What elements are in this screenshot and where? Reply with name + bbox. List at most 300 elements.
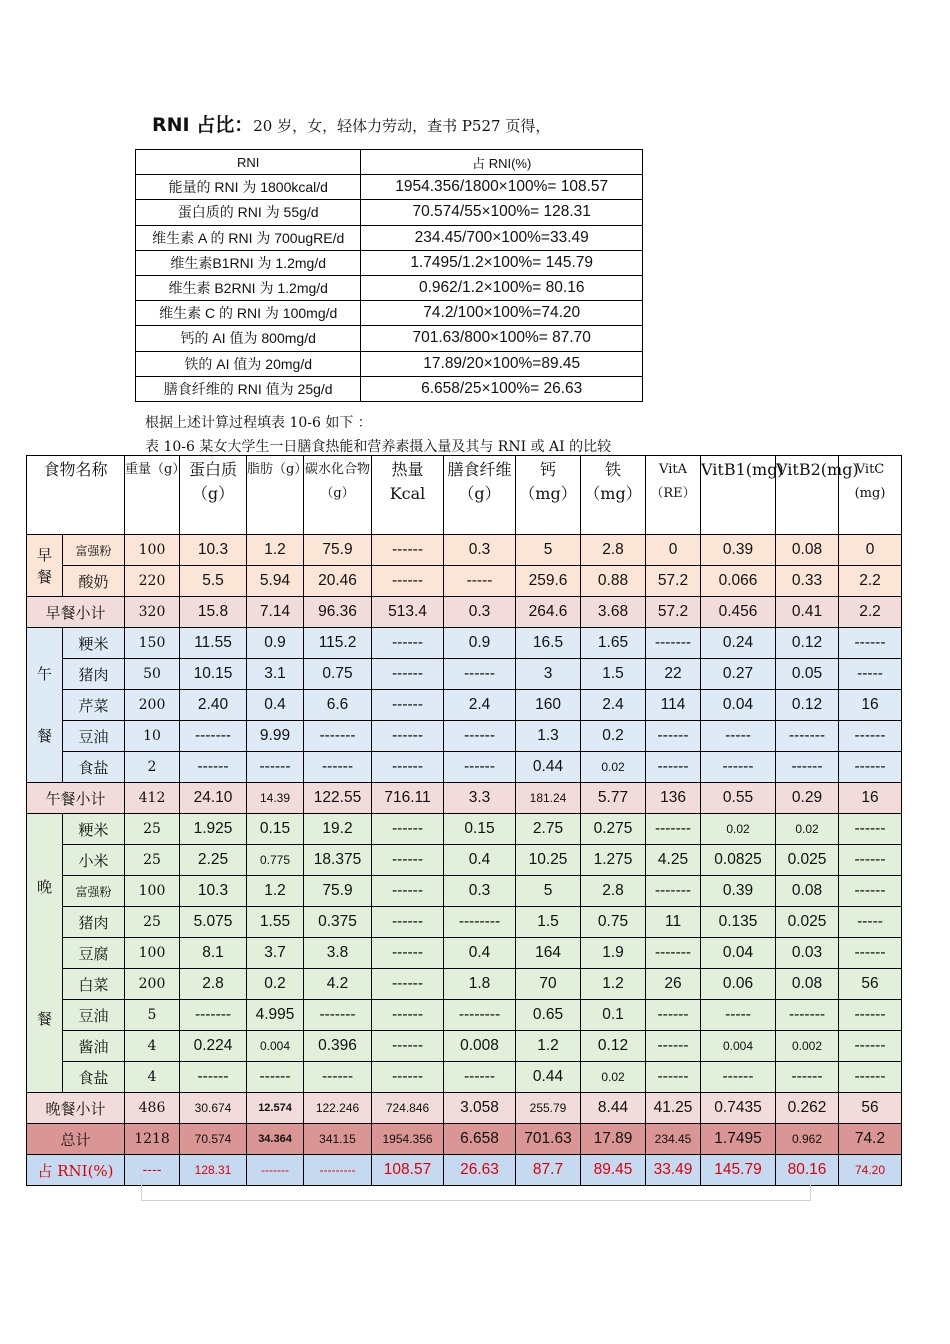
table-cell: 14.39	[247, 783, 304, 814]
table-cell: ------	[372, 566, 444, 597]
table-cell: 234.45	[646, 1124, 701, 1155]
rni-row	[136, 200, 643, 225]
table-row	[27, 721, 902, 752]
table-cell: ------	[444, 752, 516, 783]
table-cell: 30.674	[180, 1093, 247, 1124]
table-cell: 70.574/55×100%= 128.31	[361, 200, 643, 225]
table-cell: 3.1	[247, 659, 304, 690]
table-cell: 芹菜	[63, 690, 125, 721]
table-cell: 6.658/25×100%= 26.63	[361, 376, 643, 401]
table-cell: 150	[125, 628, 180, 659]
table-cell: 264.6	[516, 597, 581, 628]
table-cell: 膳食纤维的 RNI 值为 25g/d	[136, 376, 361, 401]
rni-table	[135, 149, 643, 402]
table-cell: 0.4	[247, 690, 304, 721]
table-cell: 5	[516, 535, 581, 566]
table-cell: ------	[701, 752, 776, 783]
table-cell: ------	[372, 1031, 444, 1062]
table-cell: 0.02	[776, 814, 839, 845]
table-row	[27, 659, 902, 690]
table-cell: 1.55	[247, 907, 304, 938]
table-cell: -----	[444, 566, 516, 597]
table-cell: 0.1	[581, 1000, 646, 1031]
table-cell: 0.44	[516, 752, 581, 783]
table-cell: 5.5	[180, 566, 247, 597]
table-cell: 总计	[27, 1124, 125, 1155]
table-cell: 0.12	[581, 1031, 646, 1062]
table-cell: 19.2	[304, 814, 372, 845]
table-cell: 0.066	[701, 566, 776, 597]
table-cell: 4	[125, 1062, 180, 1093]
table-cell: 0.775	[247, 845, 304, 876]
table-cell: 0.24	[701, 628, 776, 659]
table-cell: 0.02	[581, 1062, 646, 1093]
table-row	[27, 969, 902, 1000]
table-cell: 3.8	[304, 938, 372, 969]
table-cell: 115.2	[304, 628, 372, 659]
table-cell: ------	[646, 1000, 701, 1031]
table-cell: 0.12	[776, 690, 839, 721]
table-cell: 701.63	[516, 1124, 581, 1155]
table-cell: 维生素 A 的 RNI 为 700ugRE/d	[136, 225, 361, 250]
table-cell: ------	[839, 752, 902, 783]
heading	[152, 110, 550, 137]
nutrition-table	[26, 455, 902, 1186]
table-cell: ------	[372, 1062, 444, 1093]
note-fill-table: 根据上述计算过程填表 10-6 如下 ：	[145, 415, 372, 431]
table-cell: 114	[646, 690, 701, 721]
table-cell: ------	[646, 1031, 701, 1062]
table-cell: 8.1	[180, 938, 247, 969]
table-cell: 4.2	[304, 969, 372, 1000]
table-cell: 0.02	[701, 814, 776, 845]
table-cell: 10	[125, 721, 180, 752]
table-cell: ------	[372, 907, 444, 938]
table-cell: 145.79	[701, 1155, 776, 1186]
table-cell: 56	[839, 969, 902, 1000]
table-cell: 食盐	[63, 1062, 125, 1093]
table-cell: 0.65	[516, 1000, 581, 1031]
table-cell: 0.27	[701, 659, 776, 690]
table-cell: 122.246	[304, 1093, 372, 1124]
table-cell: 3.058	[444, 1093, 516, 1124]
rni-header-row	[136, 150, 643, 175]
table-cell: 255.79	[516, 1093, 581, 1124]
table-cell: 0.02	[581, 752, 646, 783]
table-cell: 粳米	[63, 814, 125, 845]
table-cell: 74.20	[839, 1155, 902, 1186]
table-cell: 100	[125, 876, 180, 907]
lunch-subtotal-row	[27, 783, 902, 814]
table-cell: ------	[304, 1062, 372, 1093]
table-cell: 108.57	[372, 1155, 444, 1186]
table-cell: 蛋白质的 RNI 为 55g/d	[136, 200, 361, 225]
table-cell: 0.41	[776, 597, 839, 628]
table-cell: ------	[372, 1000, 444, 1031]
table-cell: 0.004	[701, 1031, 776, 1062]
table-cell: 70.574	[180, 1124, 247, 1155]
table-cell: 热量 Kcal	[372, 456, 444, 535]
table-cell: 1954.356/1800×100%= 108.57	[361, 175, 643, 200]
table-cell: -------	[304, 1000, 372, 1031]
table-cell: 1.7495/1.2×100%= 145.79	[361, 250, 643, 275]
table-cell: 0.39	[701, 876, 776, 907]
meal-label-dinner: 晚 餐	[27, 814, 63, 1093]
table-cell: 6.658	[444, 1124, 516, 1155]
table-cell: 0.962	[776, 1124, 839, 1155]
table-cell: 能量的 RNI 为 1800kcal/d	[136, 175, 361, 200]
table-cell: 0.004	[247, 1031, 304, 1062]
table-cell: 0.2	[581, 721, 646, 752]
table-cell: 铁的 AI 值为 20mg/d	[136, 351, 361, 376]
table-cell: 100	[125, 938, 180, 969]
rni-row	[136, 326, 643, 351]
table-cell: -----	[701, 1000, 776, 1031]
table-cell: 维生素 C 的 RNI 为 100mg/d	[136, 301, 361, 326]
header-row	[27, 456, 902, 535]
table-cell: 占 RNI(%)	[361, 150, 643, 175]
table-cell: 0	[839, 535, 902, 566]
table-cell: 膳食纤维（g）	[444, 456, 516, 535]
table-cell: 26	[646, 969, 701, 1000]
table-cell: 0.3	[444, 535, 516, 566]
table-cell: 100	[125, 535, 180, 566]
table-cell: 11	[646, 907, 701, 938]
table-cell: 716.11	[372, 783, 444, 814]
table-cell: 8.44	[581, 1093, 646, 1124]
table-cell: 维生素B1RNI 为 1.2mg/d	[136, 250, 361, 275]
table-cell: 1.9	[581, 938, 646, 969]
table-cell: 0	[646, 535, 701, 566]
table-cell: 富强粉	[63, 876, 125, 907]
table-cell: 259.6	[516, 566, 581, 597]
table-cell: 10.15	[180, 659, 247, 690]
table-cell: 0.39	[701, 535, 776, 566]
table-cell: 0.08	[776, 876, 839, 907]
table-cell: ------	[839, 814, 902, 845]
rni-row	[136, 376, 643, 401]
total-row	[27, 1124, 902, 1155]
table-cell: 10.3	[180, 535, 247, 566]
table-cell: ------	[372, 876, 444, 907]
table-cell: 74.2/100×100%=74.20	[361, 301, 643, 326]
table-cell: 701.63/800×100%= 87.70	[361, 326, 643, 351]
table-cell: -----	[701, 721, 776, 752]
meal-label-lunch: 午 餐	[27, 628, 63, 783]
table-cell: 1.8	[444, 969, 516, 1000]
table-cell: 0.025	[776, 907, 839, 938]
table-cell: 25	[125, 845, 180, 876]
table-cell: 0.9	[247, 628, 304, 659]
table-cell: 4	[125, 1031, 180, 1062]
table-cell: 铁（mg）	[581, 456, 646, 535]
table-cell: 0.2	[247, 969, 304, 1000]
table-cell: VitA（RE）	[646, 456, 701, 535]
table-cell: 0.75	[581, 907, 646, 938]
table-cell: ------	[444, 721, 516, 752]
table-row	[27, 535, 902, 566]
table-cell: 2.75	[516, 814, 581, 845]
table-cell: ------	[839, 1000, 902, 1031]
table-cell: --------	[444, 907, 516, 938]
table-cell: 1.7495	[701, 1124, 776, 1155]
table-cell: 1.2	[247, 876, 304, 907]
table-cell: 0.05	[776, 659, 839, 690]
table-cell: 11.55	[180, 628, 247, 659]
table-cell: 脂肪（g）	[247, 456, 304, 535]
table-cell: 2.8	[581, 535, 646, 566]
table-cell: --------	[444, 1000, 516, 1031]
table-cell: 0.262	[776, 1093, 839, 1124]
table-cell: 0.962/1.2×100%= 80.16	[361, 275, 643, 300]
table-cell: 2.25	[180, 845, 247, 876]
table-cell: 食物名称	[27, 456, 125, 535]
table-cell: 5.075	[180, 907, 247, 938]
table-cell: 0.025	[776, 845, 839, 876]
table-cell: 50	[125, 659, 180, 690]
table-cell: -------	[776, 721, 839, 752]
table-cell: -------	[646, 628, 701, 659]
table-cell: 0.7435	[701, 1093, 776, 1124]
table-cell: 小米	[63, 845, 125, 876]
table-cell: 0.44	[516, 1062, 581, 1093]
table-cell: 酸奶	[63, 566, 125, 597]
table-cell: ------	[839, 845, 902, 876]
table-cell: ------	[372, 535, 444, 566]
table-cell: ---------	[304, 1155, 372, 1186]
table-cell: 17.89	[581, 1124, 646, 1155]
table-cell: 豆油	[63, 721, 125, 752]
table-row	[27, 907, 902, 938]
table-cell: 0.4	[444, 938, 516, 969]
table-cell: 128.31	[180, 1155, 247, 1186]
table-cell: 2.4	[444, 690, 516, 721]
table-cell: ------	[247, 1062, 304, 1093]
table-cell: 食盐	[63, 752, 125, 783]
table-row	[27, 876, 902, 907]
heading-text: 20 岁，女，轻体力劳动，查书 P527 页得，	[253, 117, 551, 135]
table-cell: 0.9	[444, 628, 516, 659]
table-cell: 白菜	[63, 969, 125, 1000]
table-cell: 70	[516, 969, 581, 1000]
table-cell: ------	[372, 938, 444, 969]
table-cell: 午餐小计	[27, 783, 125, 814]
table-cell: 4.995	[247, 1000, 304, 1031]
table-cell: 0.88	[581, 566, 646, 597]
table-cell: 1218	[125, 1124, 180, 1155]
table-cell: 26.63	[444, 1155, 516, 1186]
table-cell: 96.36	[304, 597, 372, 628]
table-cell: 钙（mg）	[516, 456, 581, 535]
table-cell: 234.45/700×100%=33.49	[361, 225, 643, 250]
table-cell: ------	[701, 1062, 776, 1093]
table-cell: ------	[372, 628, 444, 659]
table-cell: -----	[839, 659, 902, 690]
table-cell: 酱油	[63, 1031, 125, 1062]
footer-box	[141, 1174, 811, 1201]
table-cell: 75.9	[304, 876, 372, 907]
table-cell: 0.456	[701, 597, 776, 628]
table-cell: 早餐小计	[27, 597, 125, 628]
table-cell: 56	[839, 1093, 902, 1124]
table-cell: ------	[372, 845, 444, 876]
table-cell: 0.275	[581, 814, 646, 845]
table-cell: ------	[839, 1031, 902, 1062]
table-cell: ------	[372, 721, 444, 752]
table-cell: 粳米	[63, 628, 125, 659]
table-cell: ------	[444, 1062, 516, 1093]
table-cell: 74.2	[839, 1124, 902, 1155]
table-cell: 1954.356	[372, 1124, 444, 1155]
rni-row	[136, 301, 643, 326]
table-cell: 1.5	[581, 659, 646, 690]
table-cell: 25	[125, 814, 180, 845]
table-cell: 0.08	[776, 535, 839, 566]
table-cell: 1.2	[516, 1031, 581, 1062]
table-cell: 0.0825	[701, 845, 776, 876]
table-cell: ------	[776, 752, 839, 783]
table-cell: ------	[372, 690, 444, 721]
table-cell: -------	[247, 1155, 304, 1186]
table-cell: ------	[444, 659, 516, 690]
table-cell: 87.7	[516, 1155, 581, 1186]
table-row	[27, 1062, 902, 1093]
table-cell: 2.8	[581, 876, 646, 907]
table-cell: -------	[180, 721, 247, 752]
table-cell: 4.25	[646, 845, 701, 876]
table-cell: ------	[646, 752, 701, 783]
table-cell: -------	[776, 1000, 839, 1031]
table-cell: -------	[646, 876, 701, 907]
table-cell: 重量（g）	[125, 456, 180, 535]
table-cell: 164	[516, 938, 581, 969]
table-cell: 41.25	[646, 1093, 701, 1124]
table-cell: 0.55	[701, 783, 776, 814]
table-cell: 220	[125, 566, 180, 597]
table-cell: 猪肉	[63, 907, 125, 938]
table-cell: 晚餐小计	[27, 1093, 125, 1124]
table-cell: 5.94	[247, 566, 304, 597]
table-cell: 5.77	[581, 783, 646, 814]
table-row	[27, 814, 902, 845]
table-cell: VitC (mg)	[839, 456, 902, 535]
table-cell: 富强粉	[63, 535, 125, 566]
table-cell: -------	[646, 938, 701, 969]
table-cell: 1.2	[581, 969, 646, 1000]
table-cell: 25	[125, 907, 180, 938]
table-cell: 17.89/20×100%=89.45	[361, 351, 643, 376]
table-cell: ------	[839, 876, 902, 907]
table-cell: 钙的 AI 值为 800mg/d	[136, 326, 361, 351]
table-cell: 160	[516, 690, 581, 721]
table-cell: ------	[839, 628, 902, 659]
table-cell: 57.2	[646, 566, 701, 597]
table-cell: -------	[180, 1000, 247, 1031]
table-row	[27, 566, 902, 597]
table-cell: VitB1(mg)	[701, 456, 776, 535]
table-cell: 0.06	[701, 969, 776, 1000]
table-cell: 2.8	[180, 969, 247, 1000]
table-cell: 412	[125, 783, 180, 814]
table-cell: 1.65	[581, 628, 646, 659]
table-cell: 5	[516, 876, 581, 907]
table-cell: 0.04	[701, 938, 776, 969]
table-cell: 24.10	[180, 783, 247, 814]
table-caption: 表 10-6 某女大学生一日膳食热能和营养素摄入量及其与 RNI 或 AI 的比较	[145, 439, 612, 455]
table-cell: 6.6	[304, 690, 372, 721]
table-row	[27, 1000, 902, 1031]
table-cell: 碳水化合物（g）	[304, 456, 372, 535]
table-cell: 16	[839, 783, 902, 814]
table-cell: 0.03	[776, 938, 839, 969]
table-cell: 1.2	[247, 535, 304, 566]
table-cell: ----	[125, 1155, 180, 1186]
table-cell: 12.574	[247, 1093, 304, 1124]
table-cell: ------	[776, 1062, 839, 1093]
table-cell: 3.7	[247, 938, 304, 969]
rni-row	[136, 275, 643, 300]
breakfast-subtotal-row	[27, 597, 902, 628]
table-cell: ------	[646, 721, 701, 752]
table-row	[27, 1031, 902, 1062]
table-row	[27, 938, 902, 969]
table-cell: 0.008	[444, 1031, 516, 1062]
table-cell: 0.396	[304, 1031, 372, 1062]
table-cell: 0.15	[444, 814, 516, 845]
table-cell: 蛋白质（g）	[180, 456, 247, 535]
table-cell: 0.002	[776, 1031, 839, 1062]
table-cell: 0.29	[776, 783, 839, 814]
table-cell: 136	[646, 783, 701, 814]
table-cell: 513.4	[372, 597, 444, 628]
table-cell: ------	[372, 969, 444, 1000]
table-cell: 0.224	[180, 1031, 247, 1062]
table-cell: 1.925	[180, 814, 247, 845]
table-cell: -------	[646, 814, 701, 845]
table-cell: 1.275	[581, 845, 646, 876]
table-cell: ------	[180, 1062, 247, 1093]
table-cell: ------	[247, 752, 304, 783]
table-row	[27, 628, 902, 659]
table-row	[27, 845, 902, 876]
table-cell: 0.3	[444, 597, 516, 628]
table-cell: ------	[372, 752, 444, 783]
table-cell: 22	[646, 659, 701, 690]
table-cell: 0.04	[701, 690, 776, 721]
table-cell: 724.846	[372, 1093, 444, 1124]
table-cell: 20.46	[304, 566, 372, 597]
table-cell: 5	[125, 1000, 180, 1031]
table-cell: 181.24	[516, 783, 581, 814]
table-cell: 34.364	[247, 1124, 304, 1155]
table-cell: -------	[304, 721, 372, 752]
table-cell: 16.5	[516, 628, 581, 659]
table-cell: ------	[646, 1062, 701, 1093]
table-cell: 2.2	[839, 597, 902, 628]
rni-row	[136, 250, 643, 275]
table-cell: 0.12	[776, 628, 839, 659]
table-cell: -----	[839, 907, 902, 938]
table-cell: 80.16	[776, 1155, 839, 1186]
table-cell: 豆油	[63, 1000, 125, 1031]
rni-row	[136, 351, 643, 376]
table-row	[27, 690, 902, 721]
table-cell: 猪肉	[63, 659, 125, 690]
table-cell: ------	[839, 721, 902, 752]
meal-label-breakfast: 早 餐	[27, 535, 63, 597]
rni-row	[136, 175, 643, 200]
table-cell: 200	[125, 969, 180, 1000]
